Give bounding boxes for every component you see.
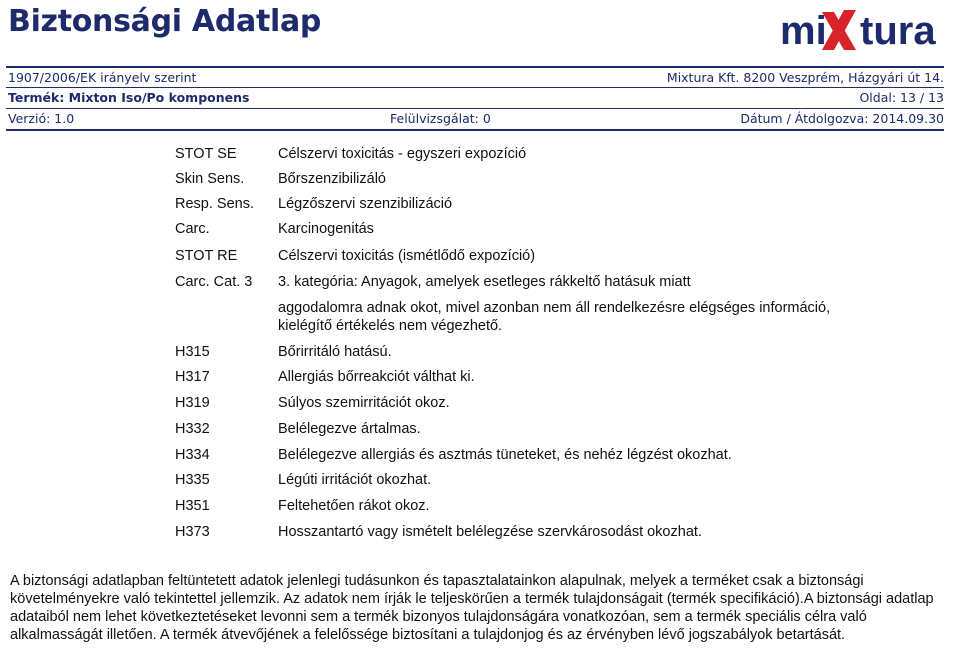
svg-text:mi: mi <box>780 9 827 53</box>
abbr-desc: 3. kategória: Anyagok, amelyek esetleges rákkeltő hatásuk miatt <box>278 274 691 290</box>
revision-date: Dátum / Átdolgozva: 2014.09.30 <box>740 111 944 126</box>
abbr-desc: Karcinogenitás <box>278 221 374 237</box>
abbr-code: STOT RE <box>175 248 238 264</box>
abbr-code: STOT SE <box>175 146 237 162</box>
version: Verzió: 1.0 <box>8 111 75 126</box>
abbr-desc: Bőrszenzibilizáló <box>278 171 386 187</box>
abbr-code: Carc. <box>175 221 210 237</box>
abbr-code: Carc. Cat. 3 <box>175 274 253 290</box>
hazard-code: H315 <box>175 344 210 360</box>
abbr-code: Resp. Sens. <box>175 196 254 212</box>
hazard-text: Súlyos szemirritációt okoz. <box>278 395 450 411</box>
hazard-text: Belélegezve allergiás és asztmás tüneteket, és nehéz légzést okozhat. <box>278 447 732 463</box>
header-row-directive <box>6 66 944 88</box>
document-title: Biztonsági Adatlap <box>8 4 322 39</box>
mixtura-logo <box>780 6 950 54</box>
company-address: Mixtura Kft. 8200 Veszprém, Házgyári út 14. <box>666 70 944 85</box>
hazard-code: H335 <box>175 472 210 488</box>
hazard-code: H373 <box>175 524 210 540</box>
abbr-desc-continuation: kielégítő értékelés nem végezhető. <box>278 318 503 334</box>
hazard-code: H332 <box>175 421 210 437</box>
abbr-code: Skin Sens. <box>175 171 245 187</box>
hazard-text: Bőrirritáló hatású. <box>278 344 392 360</box>
abbr-desc: Célszervi toxicitás (ismétlődő expozíció) <box>278 248 536 264</box>
page-number: Oldal: 13 / 13 <box>859 90 944 105</box>
abbr-desc: Légzőszervi szenzibilizáció <box>278 196 453 212</box>
hazard-text: Feltehetően rákot okoz. <box>278 498 430 514</box>
hazard-text: Allergiás bőrreakciót válthat ki. <box>278 369 475 385</box>
product-name: Termék: Mixton Iso/Po komponens <box>8 90 250 105</box>
hazard-code: H319 <box>175 395 210 411</box>
hazard-text: Belélegezve ártalmas. <box>278 421 421 437</box>
hazard-code: H317 <box>175 369 210 385</box>
abbr-desc: Célszervi toxicitás - egyszeri expozíció <box>278 146 527 162</box>
svg-text:tura: tura <box>860 9 936 53</box>
hazard-text: Hosszantartó vagy ismételt belélegzése szervkárosodást okozhat. <box>278 524 702 540</box>
header-row-product <box>6 87 944 108</box>
directive-text: 1907/2006/EK irányelv szerint <box>8 70 197 85</box>
revision: Felülvizsgálat: 0 <box>390 111 491 126</box>
hazard-code: H334 <box>175 447 210 463</box>
abbr-desc-continuation: aggodalomra adnak okot, mivel azonban nem áll rendelkezésre elégséges információ, <box>278 300 831 316</box>
header-row-version <box>6 108 944 131</box>
hazard-code: H351 <box>175 498 210 514</box>
hazard-text: Légúti irritációt okozhat. <box>278 472 432 488</box>
disclaimer-paragraph: A biztonsági adatlapban feltüntetett adatok jelenlegi tudásunkon és tapasztalatainkon alapulnak, melyek a terméket csak a biztonsági követelményekre való tekintettel jellemzik. Az adatok nem írják le teljeskörűen a termék tulajdonságait (termék specifikáció).A biztonsági adatlap adataiból nem lehet következtetéseket levonni sem a termék bizonyos tulajdonságára vonatkozóan, sem a termék speciális célra való alkalmasságát illetően. A termék átvevőjének a felelőssége biztosítani a tulajdonjog és az érvényben lévő jogszabályok betartását. <box>10 573 934 643</box>
